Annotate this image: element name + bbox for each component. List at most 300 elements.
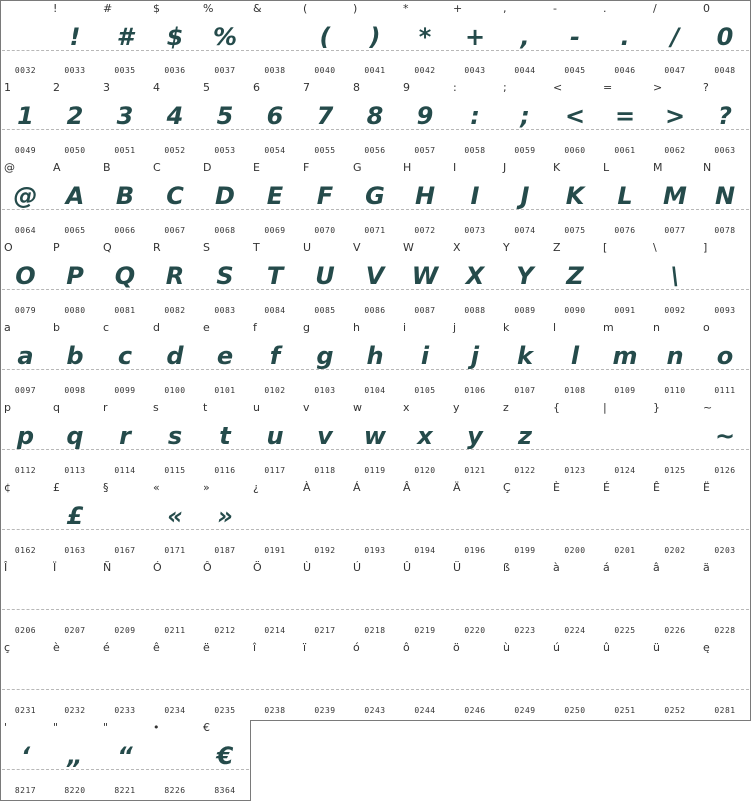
- character-label: Ï: [53, 561, 57, 574]
- glyph-preview: M: [663, 182, 687, 210]
- character-label: ö: [453, 641, 460, 654]
- glyph-cell[interactable]: [100, 720, 151, 801]
- character-label: É: [603, 481, 610, 494]
- character-label: Q: [103, 241, 112, 254]
- glyph-cell[interactable]: [350, 400, 401, 481]
- character-label: Ê: [653, 481, 660, 494]
- glyph-cell[interactable]: [0, 480, 51, 561]
- character-code: 0098: [64, 386, 86, 395]
- glyph-preview: D: [215, 182, 235, 210]
- glyph-preview: T: [266, 262, 284, 290]
- glyph-cell[interactable]: [200, 160, 251, 241]
- character-code: 0251: [614, 706, 636, 715]
- glyph-preview: [300, 574, 350, 618]
- glyph-cell[interactable]: [50, 240, 101, 321]
- glyph-cell[interactable]: [350, 80, 401, 161]
- character-code: 0077: [664, 226, 686, 235]
- character-code: 0092: [664, 306, 686, 315]
- glyph-cell[interactable]: [100, 80, 151, 161]
- glyph-cell[interactable]: [550, 640, 601, 721]
- character-label: T: [253, 241, 260, 254]
- glyph-cell[interactable]: [450, 0, 501, 81]
- glyph-cell[interactable]: [0, 160, 51, 241]
- glyph-cell[interactable]: [650, 0, 701, 81]
- glyph-preview: (: [319, 23, 331, 51]
- glyph-cell[interactable]: [150, 480, 201, 561]
- character-code: 0104: [364, 386, 386, 395]
- character-code: 0100: [164, 386, 186, 395]
- glyph-preview: p: [16, 422, 35, 450]
- character-code: 0081: [114, 306, 136, 315]
- character-label: >: [653, 81, 663, 94]
- character-code: 0049: [14, 146, 37, 155]
- glyph-cell[interactable]: [400, 0, 451, 81]
- glyph-cell[interactable]: [200, 560, 251, 641]
- glyph-cell[interactable]: [500, 240, 551, 321]
- glyph-preview: A: [65, 182, 85, 210]
- character-label: î: [253, 641, 257, 654]
- glyph-preview: [200, 654, 250, 698]
- glyph-cell[interactable]: [700, 480, 751, 561]
- glyph-cell[interactable]: [300, 560, 351, 641]
- character-code: 0214: [264, 626, 286, 635]
- character-label: e: [203, 321, 210, 334]
- glyph-preview: C: [166, 182, 184, 210]
- glyph-preview: s: [167, 422, 183, 450]
- glyph-preview: m: [612, 342, 638, 370]
- glyph-preview: [600, 654, 650, 698]
- glyph-cell[interactable]: [0, 560, 51, 641]
- character-label: |: [603, 401, 607, 414]
- character-code: 0105: [414, 386, 436, 395]
- glyph-preview: [400, 494, 450, 538]
- glyph-preview: [400, 654, 450, 698]
- glyph-cell[interactable]: [650, 160, 701, 241]
- glyph-cell[interactable]: [250, 160, 301, 241]
- glyph-cell[interactable]: [700, 80, 751, 161]
- glyph-cell[interactable]: [150, 0, 201, 81]
- glyph-cell[interactable]: [550, 160, 601, 241]
- glyph-cell[interactable]: [600, 160, 651, 241]
- character-label: J: [503, 161, 507, 174]
- character-label: â: [653, 561, 660, 574]
- glyph-cell[interactable]: [700, 640, 751, 721]
- character-code: 8221: [114, 786, 136, 795]
- glyph-cell[interactable]: [500, 0, 551, 81]
- character-code: 0122: [514, 466, 536, 475]
- glyph-preview: 0: [716, 23, 734, 51]
- character-label: ę: [703, 641, 710, 654]
- character-label: Y: [503, 241, 510, 254]
- glyph-preview: O: [15, 262, 36, 290]
- character-code: 0200: [564, 546, 586, 555]
- glyph-preview: 1: [17, 102, 34, 130]
- character-label: ,: [503, 2, 507, 15]
- glyph-cell[interactable]: [550, 240, 601, 321]
- character-code: 0074: [514, 226, 536, 235]
- glyph-preview: %: [212, 23, 238, 51]
- glyph-cell[interactable]: [200, 240, 251, 321]
- glyph-cell[interactable]: [600, 80, 651, 161]
- glyph-cell[interactable]: [350, 560, 401, 641]
- glyph-preview: [450, 574, 500, 618]
- glyph-cell[interactable]: [600, 320, 651, 401]
- glyph-cell[interactable]: [700, 400, 751, 481]
- character-label: ù: [503, 641, 510, 654]
- character-code: 0123: [564, 466, 586, 475]
- glyph-cell[interactable]: [700, 160, 751, 241]
- character-label: X: [453, 241, 461, 254]
- glyph-preview: k: [517, 342, 533, 370]
- glyph-cell[interactable]: [450, 480, 501, 561]
- glyph-preview: R: [165, 262, 185, 290]
- glyph-preview: I: [470, 182, 480, 210]
- glyph-cell[interactable]: [150, 160, 201, 241]
- character-code: 0108: [564, 386, 586, 395]
- glyph-preview: z: [518, 422, 532, 450]
- glyph-cell[interactable]: [150, 560, 201, 641]
- character-code: 0217: [314, 626, 336, 635]
- glyph-cell[interactable]: [150, 400, 201, 481]
- glyph-cell[interactable]: [300, 160, 351, 241]
- glyph-cell[interactable]: [50, 640, 101, 721]
- glyph-cell[interactable]: [300, 640, 351, 721]
- character-code: 0073: [464, 226, 486, 235]
- glyph-cell[interactable]: [50, 400, 101, 481]
- character-code: 0225: [614, 626, 636, 635]
- glyph-cell[interactable]: [500, 320, 551, 401]
- character-code: 0246: [464, 706, 486, 715]
- glyph-cell[interactable]: [600, 400, 651, 481]
- character-code: 0082: [164, 306, 186, 315]
- character-code: 0101: [214, 386, 236, 395]
- glyph-cell[interactable]: [550, 80, 601, 161]
- glyph-cell[interactable]: [700, 320, 751, 401]
- glyph-cell[interactable]: [250, 640, 301, 721]
- glyph-preview: [250, 654, 300, 698]
- character-code: 0038: [264, 66, 286, 75]
- glyph-preview: [550, 414, 600, 458]
- glyph-preview: Z: [566, 262, 584, 290]
- character-code: 0045: [564, 66, 586, 75]
- glyph-cell[interactable]: [200, 320, 251, 401]
- glyph-cell[interactable]: [200, 0, 251, 81]
- glyph-preview: \: [670, 262, 680, 290]
- character-code: 0218: [364, 626, 386, 635]
- character-label: 6: [253, 81, 260, 94]
- glyph-cell[interactable]: [350, 160, 401, 241]
- glyph-cell[interactable]: [550, 320, 601, 401]
- glyph-cell[interactable]: [150, 80, 201, 161]
- glyph-preview: [150, 654, 200, 698]
- glyph-cell[interactable]: [100, 240, 151, 321]
- glyph-cell[interactable]: [650, 320, 701, 401]
- glyph-cell[interactable]: [400, 240, 451, 321]
- character-label: 1: [4, 81, 11, 94]
- glyph-cell[interactable]: [450, 640, 501, 721]
- glyph-cell[interactable]: [150, 240, 201, 321]
- glyph-cell[interactable]: [300, 400, 351, 481]
- glyph-cell[interactable]: [600, 480, 651, 561]
- character-label: Ú: [353, 561, 362, 574]
- glyph-cell[interactable]: [400, 320, 451, 401]
- character-code: 0207: [64, 626, 86, 635]
- glyph-cell[interactable]: [600, 0, 651, 81]
- glyph-cell[interactable]: [200, 80, 251, 161]
- glyph-preview: [250, 15, 300, 59]
- character-code: 0078: [714, 226, 736, 235]
- character-code: 0102: [264, 386, 286, 395]
- character-code: 0075: [564, 226, 586, 235]
- glyph-preview: [350, 654, 400, 698]
- glyph-cell[interactable]: [300, 480, 351, 561]
- glyph-preview: [150, 734, 200, 778]
- glyph-cell[interactable]: [500, 640, 551, 721]
- glyph-preview: h: [366, 342, 384, 370]
- glyph-preview: [550, 574, 600, 618]
- glyph-cell[interactable]: [550, 0, 601, 81]
- glyph-cell[interactable]: [300, 0, 351, 81]
- character-code: 0120: [414, 466, 436, 475]
- glyph-cell[interactable]: [600, 240, 651, 321]
- character-label: ¿: [253, 481, 259, 494]
- character-code: 0239: [314, 706, 336, 715]
- glyph-cell[interactable]: [100, 400, 151, 481]
- glyph-cell[interactable]: [400, 400, 451, 481]
- glyph-cell[interactable]: [650, 640, 701, 721]
- glyph-cell[interactable]: [100, 320, 151, 401]
- character-label: «: [153, 481, 160, 494]
- glyph-cell[interactable]: [600, 560, 651, 641]
- character-label: £: [53, 481, 60, 494]
- glyph-cell[interactable]: [350, 0, 401, 81]
- character-label: o: [703, 321, 710, 334]
- character-label: S: [203, 241, 210, 254]
- glyph-cell[interactable]: [0, 320, 51, 401]
- glyph-preview: [600, 494, 650, 538]
- glyph-cell[interactable]: [250, 80, 301, 161]
- glyph-cell[interactable]: [350, 320, 401, 401]
- glyph-cell[interactable]: [600, 640, 651, 721]
- glyph-cell[interactable]: [350, 240, 401, 321]
- glyph-cell[interactable]: [0, 720, 51, 801]
- glyph-cell[interactable]: [300, 320, 351, 401]
- glyph-preview: ,: [520, 23, 530, 51]
- glyph-cell[interactable]: [450, 400, 501, 481]
- glyph-cell[interactable]: [200, 720, 251, 801]
- glyph-cell[interactable]: [100, 0, 151, 81]
- glyph-cell[interactable]: [250, 560, 301, 641]
- glyph-cell[interactable]: [650, 400, 701, 481]
- character-label: Ñ: [103, 561, 112, 574]
- glyph-cell[interactable]: [450, 320, 501, 401]
- character-label: %: [203, 2, 214, 15]
- glyph-cell[interactable]: [0, 240, 51, 321]
- glyph-preview: 6: [266, 102, 284, 130]
- character-code: 0050: [64, 146, 86, 155]
- glyph-cell[interactable]: [0, 640, 51, 721]
- glyph-preview: Y: [516, 262, 534, 290]
- glyph-cell[interactable]: [50, 0, 101, 81]
- character-label: Ë: [703, 481, 710, 494]
- glyph-preview: [300, 654, 350, 698]
- character-label: s: [153, 401, 159, 414]
- glyph-cell[interactable]: [100, 560, 151, 641]
- character-label: ': [4, 721, 8, 734]
- glyph-cell[interactable]: [200, 480, 251, 561]
- character-label: :: [453, 81, 457, 94]
- glyph-preview: ‘: [20, 742, 31, 770]
- glyph-preview: [450, 654, 500, 698]
- character-code: 0232: [64, 706, 86, 715]
- character-label: n: [653, 321, 660, 334]
- character-label: ë: [203, 641, 210, 654]
- glyph-cell[interactable]: [700, 0, 751, 81]
- character-label: *: [403, 2, 409, 15]
- glyph-cell[interactable]: [400, 560, 451, 641]
- glyph-cell[interactable]: [300, 80, 351, 161]
- character-label: 3: [103, 81, 110, 94]
- glyph-preview: l: [570, 342, 580, 370]
- character-code: 0062: [664, 146, 686, 155]
- character-label: [: [603, 241, 608, 254]
- glyph-preview: [1, 15, 50, 59]
- glyph-cell[interactable]: [100, 640, 151, 721]
- glyph-cell[interactable]: [150, 720, 201, 801]
- glyph-cell[interactable]: [500, 560, 551, 641]
- glyph-cell[interactable]: [550, 560, 601, 641]
- glyph-preview: @: [13, 182, 38, 210]
- character-label: #: [103, 2, 113, 15]
- glyph-cell[interactable]: [250, 240, 301, 321]
- glyph-cell[interactable]: [100, 480, 151, 561]
- glyph-cell[interactable]: [500, 480, 551, 561]
- glyph-cell[interactable]: [50, 720, 101, 801]
- character-code: 0234: [164, 706, 186, 715]
- glyph-cell[interactable]: [450, 240, 501, 321]
- glyph-preview: G: [365, 182, 385, 210]
- glyph-cell[interactable]: [250, 480, 301, 561]
- glyph-cell[interactable]: [300, 240, 351, 321]
- character-label: 2: [53, 81, 60, 94]
- glyph-cell[interactable]: [350, 480, 401, 561]
- glyph-preview: [450, 494, 500, 538]
- character-label: 9: [403, 81, 410, 94]
- glyph-cell[interactable]: [200, 640, 251, 721]
- glyph-cell[interactable]: [0, 0, 51, 81]
- character-label: ü: [653, 641, 660, 654]
- glyph-cell[interactable]: [50, 560, 101, 641]
- character-code: 0066: [114, 226, 136, 235]
- glyph-cell[interactable]: [400, 80, 451, 161]
- character-label: w: [353, 401, 362, 414]
- glyph-cell[interactable]: [50, 160, 101, 241]
- glyph-preview: J: [520, 182, 530, 210]
- glyph-cell[interactable]: [350, 640, 401, 721]
- glyph-cell[interactable]: [400, 640, 451, 721]
- character-code: 0087: [414, 306, 436, 315]
- glyph-cell[interactable]: [500, 400, 551, 481]
- glyph-cell[interactable]: [400, 160, 451, 241]
- character-label: d: [153, 321, 160, 334]
- character-label: 5: [203, 81, 210, 94]
- character-label: l: [553, 321, 557, 334]
- glyph-cell[interactable]: [50, 480, 101, 561]
- glyph-cell[interactable]: [100, 160, 151, 241]
- glyph-preview: c: [117, 342, 133, 370]
- character-code: 0046: [614, 66, 636, 75]
- glyph-preview: g: [316, 342, 334, 370]
- character-label: V: [353, 241, 361, 254]
- glyph-cell[interactable]: [500, 160, 551, 241]
- glyph-cell[interactable]: [50, 320, 101, 401]
- character-code: 0194: [414, 546, 436, 555]
- glyph-cell[interactable]: [0, 80, 51, 161]
- glyph-cell[interactable]: [550, 480, 601, 561]
- glyph-cell[interactable]: [650, 560, 701, 641]
- character-code: 0126: [714, 466, 736, 475]
- character-label: È: [553, 481, 560, 494]
- glyph-cell[interactable]: [450, 80, 501, 161]
- character-code: 0238: [264, 706, 286, 715]
- character-label: ~: [703, 401, 713, 414]
- character-label: ]: [703, 241, 708, 254]
- glyph-preview: L: [617, 182, 633, 210]
- glyph-cell[interactable]: [650, 80, 701, 161]
- glyph-preview: t: [219, 422, 231, 450]
- character-label: ú: [553, 641, 560, 654]
- character-label: Ö: [253, 561, 262, 574]
- character-code: 8220: [64, 786, 86, 795]
- character-label: L: [603, 161, 610, 174]
- glyph-cell[interactable]: [650, 480, 701, 561]
- character-label: p: [4, 401, 11, 414]
- glyph-preview: [250, 494, 300, 538]
- glyph-preview: X: [465, 262, 485, 290]
- glyph-cell[interactable]: [50, 80, 101, 161]
- glyph-cell[interactable]: [500, 80, 551, 161]
- glyph-preview: [600, 254, 650, 298]
- character-label: À: [303, 481, 311, 494]
- glyph-cell[interactable]: [150, 640, 201, 721]
- character-code: 0089: [514, 306, 536, 315]
- glyph-preview: 7: [316, 102, 334, 130]
- glyph-cell[interactable]: [550, 400, 601, 481]
- character-code: 0224: [564, 626, 586, 635]
- glyph-cell[interactable]: [0, 400, 51, 481]
- character-code: 0252: [664, 706, 686, 715]
- glyph-cell[interactable]: [450, 560, 501, 641]
- character-code: 0071: [364, 226, 386, 235]
- glyph-cell[interactable]: [250, 400, 301, 481]
- glyph-cell[interactable]: [250, 0, 301, 81]
- glyph-cell[interactable]: [650, 240, 701, 321]
- glyph-cell[interactable]: [700, 240, 751, 321]
- glyph-preview: [100, 574, 150, 618]
- glyph-cell[interactable]: [400, 480, 451, 561]
- glyph-cell[interactable]: [450, 160, 501, 241]
- glyph-cell[interactable]: [700, 560, 751, 641]
- character-label: <: [553, 81, 563, 94]
- character-code: 0058: [464, 146, 486, 155]
- character-code: 0085: [314, 306, 336, 315]
- character-code: 0106: [464, 386, 486, 395]
- character-code: 0035: [114, 66, 136, 75]
- glyph-cell[interactable]: [250, 320, 301, 401]
- character-code: 0083: [214, 306, 236, 315]
- glyph-cell[interactable]: [200, 400, 251, 481]
- glyph-cell[interactable]: [150, 320, 201, 401]
